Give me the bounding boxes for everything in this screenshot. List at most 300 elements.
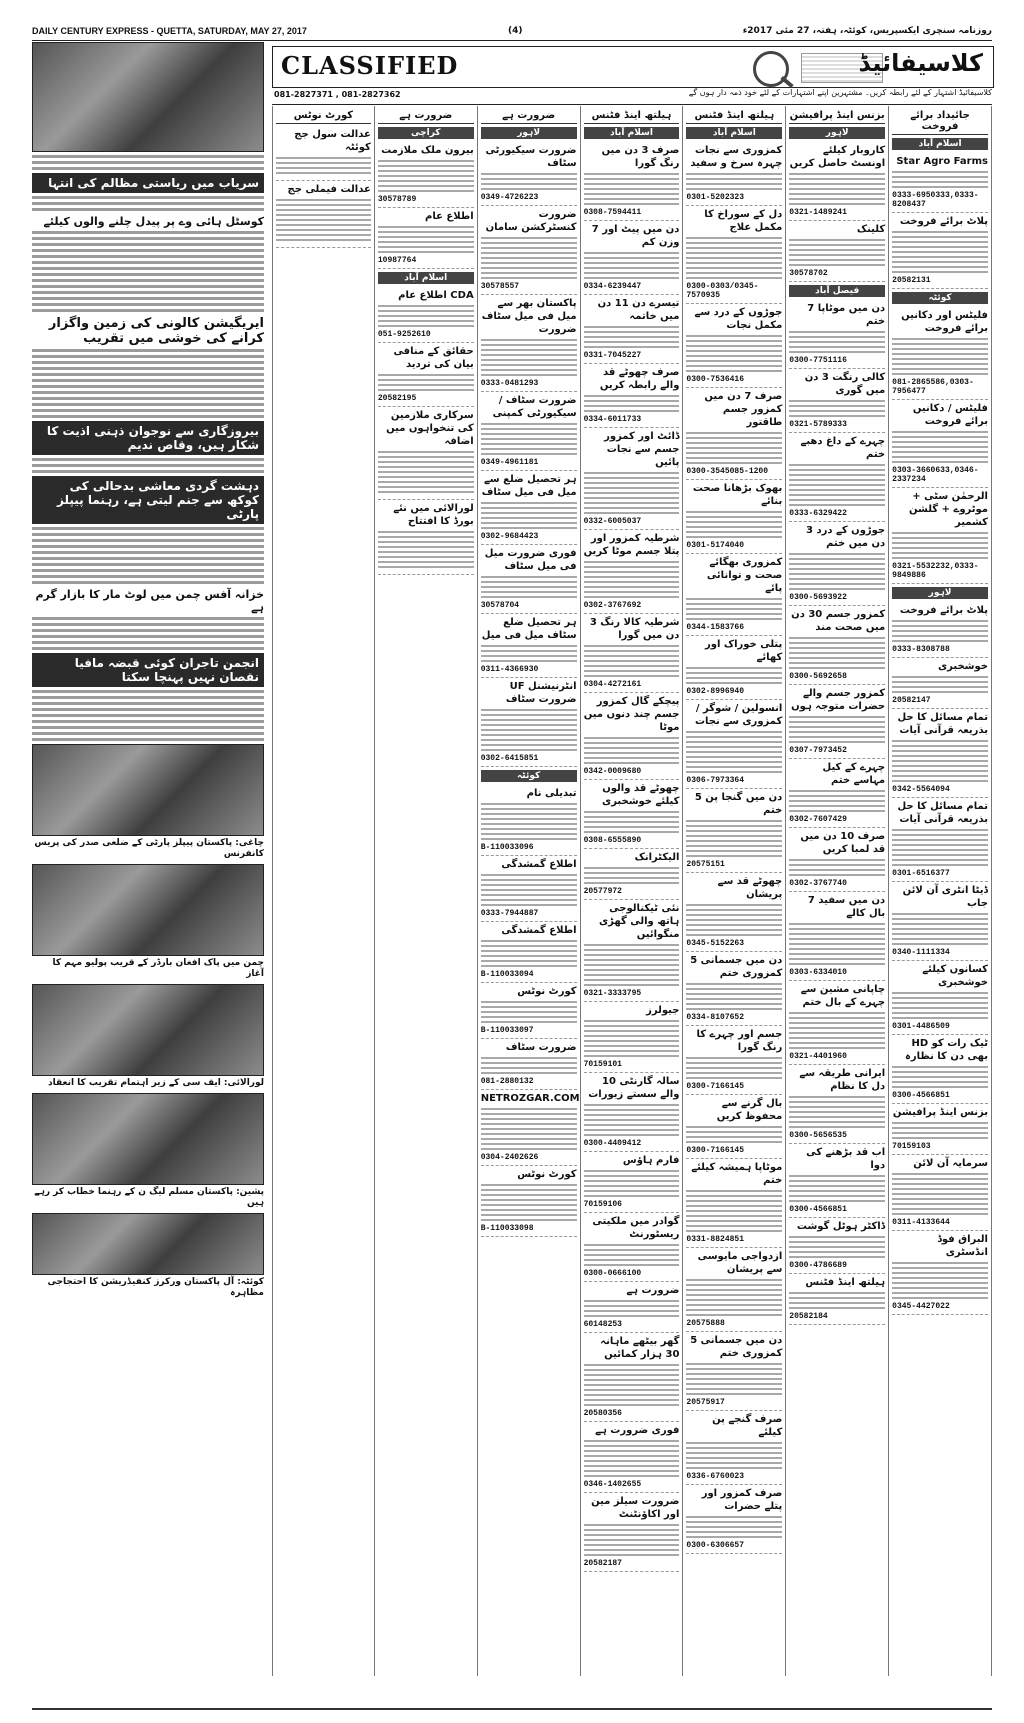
ad-phone: B-110033096 — [480, 843, 534, 852]
news-caption-2: چمن میں پاک افغان بارڈر کے قریب پولیو مہم کا آغاز — [52, 958, 264, 979]
ad-text — [892, 620, 988, 642]
ad-title: ہر تحصیل ضلع سے میل فی میل سٹاف — [481, 474, 577, 498]
masthead-right: روزنامہ سنچری ایکسپریس، کوئٹہ، ہفتہ، 27 مئی 2017ء — [742, 26, 992, 36]
ad-text — [481, 709, 577, 751]
classified-column — [786, 106, 889, 1676]
classified-ad — [584, 1282, 680, 1333]
classified-ad — [789, 1065, 885, 1144]
ad-phone: 0306-7973364 — [686, 776, 745, 785]
classified-ad — [686, 873, 782, 952]
classified-ad — [686, 636, 782, 700]
ad-title: بیرون ملک ملازمت — [381, 145, 474, 156]
ad-title: پیچکے گال کمزور جسم چند دنوں میں موٹا — [583, 696, 680, 733]
ad-text — [892, 231, 988, 273]
city-label: اسلام آباد — [584, 127, 680, 139]
city-label: اسلام آباد — [686, 127, 782, 139]
ad-text — [789, 400, 885, 417]
ad-text — [686, 1442, 782, 1469]
ad-title: کمزوری بھگائے صحت و توانائی پائے — [706, 557, 783, 594]
ad-text — [584, 737, 680, 764]
ad-text — [584, 944, 680, 986]
masthead — [32, 24, 992, 41]
classified-ad — [584, 295, 680, 364]
ad-title: تمام مسائل کا حل بذریعہ قرآنی آیات — [897, 801, 988, 825]
ad-text — [481, 423, 577, 455]
ad-text — [481, 1184, 577, 1221]
ad-title: کاروبار کیلئے اونسٹ حاصل کریں — [789, 145, 886, 169]
classified-ad — [789, 522, 885, 606]
ad-text — [481, 1001, 577, 1023]
ad-phone: 0331-7045227 — [583, 351, 642, 360]
classified-ad — [789, 606, 885, 685]
classified-ad — [892, 1231, 988, 1315]
ad-phone: 0303-3660633,0346-2337234 — [892, 466, 979, 484]
ad-text — [686, 1279, 782, 1316]
classified-title-ur: کلاسیفائیڈ — [858, 49, 983, 77]
ad-text — [686, 1190, 782, 1232]
ad-title: 10 سالہ گارنٹی والے سستے زیورات — [588, 1076, 680, 1100]
ad-phone: B-110033098 — [480, 1224, 534, 1233]
ad-text — [892, 1122, 988, 1139]
ad-title: چھوٹے قد والوں کیلئے خوشخبری — [602, 783, 680, 807]
ad-text — [481, 237, 577, 279]
classified-ad — [481, 614, 577, 678]
ad-text — [584, 561, 680, 598]
ad-text — [584, 1244, 680, 1266]
ad-title: صرف گنجے پن کیلئے — [712, 1414, 783, 1438]
city-label: کراچی — [378, 127, 474, 139]
ad-text — [686, 1516, 782, 1538]
classified-ad — [378, 287, 474, 343]
ad-text — [686, 820, 782, 857]
classified-ad — [892, 709, 988, 798]
news-text — [32, 690, 264, 741]
ad-phone: 0342-5564094 — [892, 785, 950, 794]
ad-phone: 0307-7973452 — [789, 746, 847, 755]
ad-title: لورالائی میں نئے بورڈ کا افتتاح — [393, 503, 474, 527]
ad-text — [584, 1440, 680, 1477]
ad-text — [789, 716, 885, 743]
classified-ad — [789, 300, 885, 369]
classified-ad — [480, 1090, 580, 1166]
classified-grid — [272, 106, 992, 1676]
ad-title: ہیلتھ اینڈ فٹنس — [805, 1277, 886, 1288]
ad-text — [481, 645, 577, 662]
city-label: فیصل آباد — [789, 285, 885, 297]
ad-phone: 081-2880132 — [480, 1077, 534, 1086]
classified-ad — [584, 849, 680, 900]
classified-ad — [789, 981, 885, 1065]
ad-title: بال گرنے سے محفوظ کریں — [716, 1098, 783, 1122]
ad-phone: 0311-4133644 — [892, 1218, 950, 1227]
classified-ad — [481, 1039, 577, 1090]
ad-phone: 0300-4566851 — [892, 1091, 950, 1100]
classified-ad — [481, 471, 577, 545]
ad-phone: 0301-6516377 — [892, 869, 950, 878]
classified-ad — [892, 658, 988, 709]
ad-text — [584, 1364, 680, 1406]
ad-phone: 0300-7166145 — [686, 1146, 745, 1155]
ad-phone: 081-2865586,0303-7956477 — [892, 378, 974, 396]
ad-phone: 0344-1583766 — [686, 623, 745, 632]
ad-phone: 20580356 — [583, 1409, 622, 1418]
news-text — [32, 349, 264, 418]
ad-text — [892, 532, 988, 559]
ad-title: Star Agro Farms — [896, 156, 988, 167]
category-heading: ضرورت ہے — [481, 108, 577, 124]
ad-title: گوادر میں ملکیتی ریسٹورنٹ — [592, 1216, 680, 1240]
ad-phone: 0302-3767692 — [583, 601, 642, 610]
ad-title: ہر تحصیل ضلع سٹاف میل فی میل — [481, 617, 577, 641]
ad-text — [892, 992, 988, 1019]
ad-phone: 0340-1111334 — [892, 948, 950, 957]
ad-title: کورٹ نوٹس — [517, 1169, 577, 1180]
magnifier-icon — [753, 51, 789, 87]
city-label: کوئٹہ — [481, 770, 577, 782]
classified-note-bar — [272, 88, 992, 105]
classified-ad — [892, 488, 988, 584]
news-text — [32, 458, 264, 473]
ad-text — [481, 874, 577, 906]
ad-text — [378, 160, 474, 192]
ad-phone: 0302-8996940 — [686, 687, 745, 696]
classified-ad — [789, 1218, 885, 1274]
ad-title: صرف چھوٹے قد والے رابطہ کریں — [599, 367, 680, 391]
ad-text — [789, 923, 885, 965]
ad-phone: 0300-5692658 — [789, 672, 847, 681]
ad-phone: 0333-6329422 — [789, 509, 847, 518]
ad-phone: 0333-6950333,0333-8208437 — [892, 191, 979, 209]
city-label: اسلام آباد — [892, 138, 988, 150]
ad-phone: 20575917 — [686, 1398, 725, 1407]
ad-phone: 0300-4409412 — [583, 1139, 642, 1148]
ad-text — [789, 464, 885, 506]
ad-phone: 0303-6334010 — [789, 968, 847, 977]
ad-text — [584, 867, 680, 884]
news-headline-7: انجمن تاجران کوئی قبضہ مافیا نقصان نہیں پہنچا سکتا — [32, 653, 264, 687]
ad-title: جسم اور چہرے کا رنگ گورا — [696, 1029, 783, 1053]
classified-ad — [378, 500, 474, 575]
classified-ad — [892, 798, 988, 882]
ad-title: فوری ضرورت میل فی میل سٹاف — [484, 548, 577, 572]
ad-title: حقائق کے منافی بیان کی تردید — [393, 346, 474, 370]
ad-text — [481, 1108, 577, 1150]
classified-ad — [789, 759, 885, 828]
ad-phone: 60148253 — [583, 1320, 622, 1329]
ad-text — [584, 472, 680, 514]
ad-title: عدالت سول جج کوئٹہ — [294, 129, 371, 153]
news-headline-6: خزانہ آفس چمن میں لوٹ مار کا بازار گرم ہے — [35, 588, 264, 614]
category-heading: جائیداد برائے فروخت — [892, 108, 988, 135]
ad-text — [481, 940, 577, 967]
classified-ad — [584, 693, 680, 780]
ad-title: کلینک — [856, 224, 886, 235]
ad-title: شرطیہ کمزور اور پتلا جسم موٹا کریں — [583, 533, 680, 557]
ad-text — [686, 667, 782, 684]
ad-phone: 0300-7751116 — [789, 356, 847, 365]
classified-ad — [481, 678, 577, 767]
ad-phone: 0302-3767740 — [789, 879, 847, 888]
classified-ad — [892, 961, 988, 1035]
classified-ad — [892, 213, 988, 289]
news-text — [32, 231, 264, 312]
ad-title: نئی ٹیکنالوجی ہاتھ والی گھڑی منگوائیں — [598, 903, 680, 940]
category-heading: بزنس اینڈ پرافیشن — [789, 108, 885, 124]
ad-text — [378, 374, 474, 391]
ad-phone: 30578702 — [789, 269, 828, 278]
classified-ad — [481, 983, 577, 1039]
ad-phone: 0334-8107652 — [686, 1013, 745, 1022]
ad-title: سرمایہ آن لائن — [913, 1158, 988, 1169]
ad-title: 5 دن میں جسمانی کمزوری ختم — [690, 1335, 783, 1359]
classified-ad — [789, 221, 885, 282]
ad-title: ایرانی طریقہ سے دل کا نظام — [799, 1068, 886, 1092]
ad-title: فوری ضرورت ہے — [595, 1425, 680, 1436]
ad-text — [378, 531, 474, 568]
classified-ad — [378, 343, 474, 407]
ad-title: ازدواجی مایوسی سے پریشان — [697, 1251, 783, 1275]
ad-text — [686, 173, 782, 190]
ad-title: ضرورت سٹاف / سیکیورٹی کمپنی — [492, 395, 577, 419]
ad-title: کالی رنگت 3 دن میں گوری — [804, 372, 886, 396]
ad-phone: 0321-5789333 — [789, 420, 847, 429]
ad-text — [481, 502, 577, 529]
ad-text — [892, 829, 988, 866]
ad-text — [789, 1175, 885, 1202]
news-caption-5: کوئٹہ: آل پاکستان ورکرز کنفیڈریشن کا احتجاجی مظاہرہ — [47, 1277, 264, 1298]
category-heading: ضرورت ہے — [378, 108, 474, 124]
news-column — [32, 42, 264, 1702]
ad-text — [892, 1066, 988, 1088]
ad-phone: 0321-4401960 — [789, 1052, 847, 1061]
classified-ad — [481, 206, 577, 295]
ad-title: فلیٹس اور دکانیں برائے فروخت — [901, 310, 988, 334]
classified-ad — [378, 208, 474, 269]
ad-phone: 0300-4566851 — [789, 1205, 847, 1214]
classified-ad — [481, 545, 577, 614]
ad-title: ضرورت سیلز مین اور اکاؤنٹنٹ — [591, 1496, 680, 1520]
ad-phone: 10987764 — [377, 256, 417, 265]
ad-title: موٹاپا ہمیشہ کیلئے ختم — [691, 1162, 783, 1186]
ad-phone: 0321-1489241 — [789, 208, 847, 217]
ad-text — [789, 239, 885, 266]
ad-text — [481, 803, 577, 840]
classified-ad — [584, 1002, 680, 1073]
ad-title: تیسرے دن 11 دن میں خاتمہ — [597, 298, 680, 322]
classified-note: کلاسیفائیڈ اشتہار کے لئے رابطہ کریں۔ مشتہرین اپنے اشتہارات کے لئے خود ذمہ دار ہوں گے — [688, 88, 992, 97]
ad-title: جیولرز — [646, 1005, 680, 1016]
ad-phone: 0302-6415851 — [480, 754, 539, 763]
classified-ad — [686, 388, 782, 480]
ad-text — [686, 1057, 782, 1079]
classified-ad — [584, 530, 680, 614]
classified-header — [272, 46, 994, 88]
ad-title: 7 دن میں سفید بال کالے — [807, 895, 886, 919]
classified-ad — [584, 221, 680, 295]
ad-text — [584, 395, 680, 412]
ad-text — [378, 451, 474, 493]
ad-title: تمام مسائل کا حل بذریعہ قرآنی آیات — [897, 712, 988, 736]
page-bottom-rule — [32, 1708, 992, 1710]
ad-text — [686, 983, 782, 1010]
ad-phone: 0321-3333795 — [583, 989, 642, 998]
ad-text — [789, 859, 885, 876]
ad-title: پاکستان بھر سے میل فی میل سٹاف ضرورت — [481, 298, 577, 335]
ad-text — [584, 1020, 680, 1057]
ad-text — [686, 432, 782, 464]
ad-phone: 0332-6005037 — [583, 517, 642, 526]
classified-ad — [686, 1411, 782, 1485]
ad-text — [789, 637, 885, 669]
ad-phone: 0300-5693922 — [789, 593, 847, 602]
ad-phone: 0301-5174040 — [686, 541, 745, 550]
news-text — [32, 617, 264, 650]
ad-phone: B-110033097 — [480, 1026, 534, 1035]
ad-phone: 20582195 — [377, 394, 417, 403]
ad-text — [892, 338, 988, 375]
ad-text — [789, 553, 885, 590]
city-label: لاہور — [481, 127, 577, 139]
ad-text — [686, 237, 782, 279]
ad-title: تبدیلی نام — [526, 788, 577, 799]
ad-title: صرف 3 دن میں رنگ گورا — [601, 145, 680, 169]
news-text — [32, 155, 264, 170]
ad-phone: 0301-4486509 — [892, 1022, 950, 1031]
classified-ad — [789, 142, 885, 221]
classified-ad — [789, 892, 885, 981]
ad-text — [892, 676, 988, 693]
ad-phone: 0334-6239447 — [583, 282, 642, 291]
classified-ad — [686, 1159, 782, 1248]
classified-ad — [686, 1095, 782, 1159]
ad-title: دل کے سوراخ کا مکمل علاج — [704, 209, 783, 233]
ad-phone: B-110033094 — [480, 970, 534, 979]
ad-title: HD ٹیک رات کو بھی دن کا نظارہ — [904, 1038, 988, 1062]
classified-ad — [686, 1332, 782, 1411]
ad-title: ضرورت ہے — [626, 1285, 680, 1296]
news-headline-1: سریاب میں ریاستی مظالم کی انتہا — [32, 173, 264, 193]
classified-ad — [584, 1073, 680, 1152]
ad-title: ضرورت سٹاف — [505, 1042, 577, 1053]
ad-title: کمزور جسم 30 دن میں صحت مند — [791, 609, 886, 633]
news-headline-2: کوسٹل ہائی وے پر پیدل چلنے والوں کیلئے — [43, 215, 264, 228]
classified-ad — [892, 400, 988, 488]
ad-title: پتلی خوراک اور کھائے — [704, 639, 783, 663]
news-photo-4 — [32, 984, 264, 1076]
ad-text — [892, 171, 988, 188]
news-photo-6 — [32, 1213, 264, 1275]
ad-text — [584, 1104, 680, 1136]
classified-ad — [378, 142, 474, 208]
classified-ad — [584, 1152, 680, 1213]
ad-title: چھوٹے قد سے پریشان — [717, 876, 783, 900]
ad-title: ڈائٹ اور کمزور جسم سے نجات پائیں — [604, 431, 680, 468]
ad-title: اطلاع عام — [425, 211, 474, 222]
ad-phone: 0300-0666100 — [583, 1269, 642, 1278]
ad-title: کسانوں کیلئے خوشخبری — [922, 964, 988, 988]
ad-phone: 0346-1402655 — [583, 1480, 642, 1489]
ad-phone: 0300-6306657 — [686, 1541, 745, 1550]
ad-text — [686, 511, 782, 538]
ad-phone: 0342-0009680 — [583, 767, 642, 776]
ad-title: چہرے کے کیل مہاسے ختم — [822, 762, 886, 786]
ad-text — [686, 335, 782, 372]
category-heading: ہیلتھ اینڈ فٹنس — [686, 108, 782, 124]
ad-phone: 0302-7607429 — [789, 815, 847, 824]
classified-ad — [481, 142, 577, 206]
ad-text — [892, 1173, 988, 1215]
ad-text — [584, 326, 680, 348]
ad-title: بھوک بڑھانا صحت بنائے — [692, 483, 783, 507]
ad-phone: 051-9252610 — [377, 330, 431, 339]
classified-ad — [789, 1144, 885, 1218]
classified-ad — [584, 1422, 680, 1493]
ad-phone: 30578789 — [377, 195, 417, 204]
classified-column — [683, 106, 786, 1676]
classified-column — [375, 106, 478, 1676]
classified-ad — [789, 828, 885, 892]
ad-phone: 0345-4427022 — [892, 1302, 950, 1311]
ad-phone: 0300-7166145 — [686, 1082, 745, 1091]
ad-text — [789, 331, 885, 353]
classified-title-en: CLASSIFIED — [281, 51, 459, 80]
ad-phone: 0321-5532232,0333-9849886 — [892, 562, 979, 580]
classified-ad — [584, 428, 680, 530]
news-caption-1: چاغی: پاکستان پیپلز پارٹی کے ضلعی صدر کی پریس کانفرنس — [34, 838, 264, 859]
ad-title: جوڑوں کے درد 3 دن میں ختم — [806, 525, 886, 549]
ad-title: جوڑوں کے درد سے مکمل نجات — [694, 307, 783, 331]
ad-title: کمزوری سے نجات چہرہ سرخ و سفید — [690, 145, 783, 169]
ad-phone: 20575151 — [686, 860, 725, 869]
ad-title: اطلاع گمشدگی — [501, 925, 577, 936]
ad-text — [481, 173, 577, 190]
ad-phone: 0345-5152263 — [686, 939, 745, 948]
ad-phone: 0304-4272161 — [583, 680, 642, 689]
news-photo-1 — [32, 42, 264, 152]
ad-phone: 20575888 — [686, 1319, 725, 1328]
ad-text — [686, 904, 782, 936]
ad-text — [789, 1236, 885, 1258]
ad-text — [584, 173, 680, 205]
classified-ad — [584, 1213, 680, 1282]
classified-column — [478, 106, 581, 1676]
ad-title: الیکٹرانک — [634, 852, 680, 863]
classified-ad — [584, 1333, 680, 1422]
classified-ad — [481, 922, 577, 983]
ad-title: پلاٹ برائے فروخت — [899, 216, 988, 227]
ad-text — [481, 576, 577, 598]
ad-title: NETROZGAR.COM — [480, 1093, 580, 1104]
ad-text — [584, 811, 680, 833]
ad-text — [892, 740, 988, 782]
classified-ad — [686, 554, 782, 636]
ad-text — [276, 199, 371, 241]
classified-ad — [481, 1166, 577, 1237]
ad-text — [584, 252, 680, 279]
classified-ad — [686, 1248, 782, 1332]
news-photo-3 — [32, 864, 264, 956]
ad-phone: 70159106 — [583, 1200, 622, 1209]
ad-phone: 0301-5202323 — [686, 193, 745, 202]
ad-text — [481, 1057, 577, 1074]
ad-phone: 0331-8824851 — [686, 1235, 745, 1244]
ad-title: بزنس اینڈ پرافیشن — [892, 1107, 988, 1118]
ad-title: خوشخبری — [937, 661, 988, 672]
ad-title: انسولین / شوگر / کمزوری سے نجات — [694, 703, 783, 727]
classified-ad — [481, 785, 577, 856]
classified-ad — [481, 392, 577, 471]
ad-phone: 0349-4726223 — [480, 193, 539, 202]
